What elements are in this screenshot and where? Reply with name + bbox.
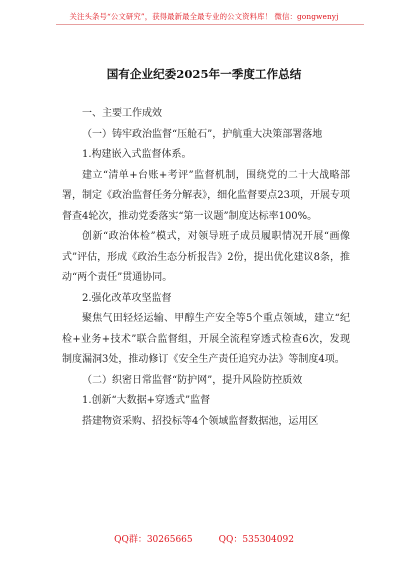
section-heading: 一、主要工作成效 [82,108,162,119]
body-paragraph: 搭建物资采购、招投标等4个领域监督数据池，运用区 [82,415,319,427]
body-paragraph: 聚焦气田轻烃运输、甲醇生产安全等5个重点领域，建立“纪检+业务+技术”联合监督组，开展全流程穿透式检查6次，发现制度漏洞3处，推动修订《安全生产责任追究办法》等制度4项。 [62,313,350,365]
item-heading: 1.构建嵌入式监督体系。 [82,149,192,160]
footer-contact [0,532,408,545]
body-paragraph: 建立“清单+台账+考评”监督机制，围绕党的二十大战略部署，制定《政治监督任务分解表》，细化监督要点23项，开展专项督查4轮次，推动党委落实“第一议题”制度达标率100%。 [62,169,350,222]
document-title: 国有企业纪委2025年一季度工作总结 [106,67,302,81]
qq-group-text: QQ群：30265665 [114,535,193,545]
subsection-heading: （一）铸牢政治监督“压舱石”，护航重大决策部署落地 [82,128,323,140]
qq-contact-text: QQ：535304092 [218,535,294,545]
document-body [62,104,350,432]
item-heading: 1.创新“大数据+穿透式”监督 [82,395,211,406]
subsection-heading: （二）织密日常监督“防护网”，提升风险防控质效 [82,374,303,386]
body-paragraph: 创新“政治体检”模式，对领导班子成员履职情况开展“画像式”评估，形成《政治生态分析报告》2份，提出优化建议8条，推动“两个责任”贯通协同。 [62,231,350,283]
header-divider [56,24,364,25]
header-banner: 关注头条号“公文研究”，获得最新最全最专业的公文资料库！ 微信：gongwenyj [69,12,339,21]
item-heading: 2.强化改革攻坚监督 [82,292,172,304]
